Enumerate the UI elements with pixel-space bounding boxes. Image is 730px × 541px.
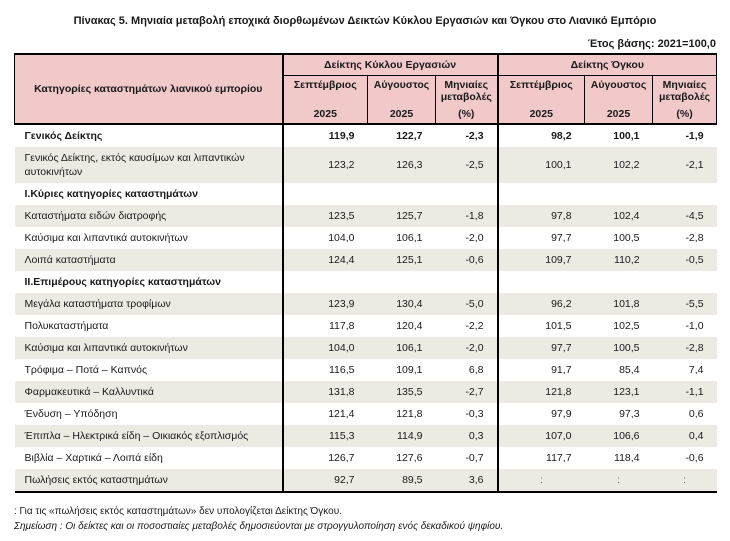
row-value: 3,6: [436, 469, 498, 492]
row-value: 106,1: [396, 231, 423, 244]
row-label: Ι.Κύριες κατηγορίες καταστημάτων: [24, 187, 198, 200]
row-value: 100,1: [613, 129, 640, 142]
row-value: -2,0: [465, 231, 484, 244]
row-value: -2,7: [436, 381, 498, 403]
table-row: [15, 271, 717, 293]
table-row: [15, 293, 717, 315]
row-value: 125,1: [368, 249, 436, 271]
row-value: 106,6: [585, 425, 653, 447]
row-value: -2,2: [465, 319, 484, 332]
row-value: 110,2: [585, 249, 653, 271]
row-value: [368, 183, 436, 205]
row-value: 122,7: [396, 129, 423, 142]
row-label: Ένδυση – Υπόδηση: [24, 407, 118, 420]
row-value: 118,4: [614, 451, 640, 464]
row-label: Πολυκαταστήματα: [24, 319, 109, 332]
row-label: Καταστήματα ειδών διατροφής: [15, 205, 283, 227]
row-value: 109,7: [498, 249, 585, 271]
table-row: [15, 469, 717, 492]
row-value: 7,4: [688, 363, 704, 376]
row-value: -5,5: [653, 293, 717, 315]
row-value: 106,1: [368, 337, 436, 359]
page-title: Πίνακας 5. Μηνιαία μεταβολή εποχικά διορθωμένων Δεικτών Κύκλου Εργασιών και Όγκου στο Λιανικό Εμπόριο: [73, 15, 657, 27]
table-header: [15, 54, 717, 124]
table-row: [15, 249, 717, 271]
row-value: 109,1: [396, 363, 423, 376]
table-row: [15, 359, 717, 381]
row-value: [368, 271, 436, 293]
table-row: [15, 425, 717, 447]
row-value: 127,6: [396, 451, 423, 464]
table-row: [15, 403, 717, 425]
table-body: [15, 124, 717, 492]
row-label: Βιβλία – Χαρτικά – Λοιπά είδη: [24, 451, 163, 464]
row-value: 116,5: [283, 359, 368, 381]
row-value: 107,0: [498, 425, 585, 447]
row-value: 100,5: [585, 337, 653, 359]
row-value: 135,5: [368, 381, 436, 403]
row-value: :: [498, 469, 585, 492]
row-value: 98,2: [498, 124, 585, 147]
table-row: [15, 337, 717, 359]
row-value: -1,1: [653, 381, 717, 403]
row-value: -1,8: [436, 205, 498, 227]
indices-table: [14, 53, 717, 493]
row-value: [283, 271, 368, 293]
row-value: 131,8: [283, 381, 368, 403]
row-label: Μεγάλα καταστήματα τροφίμων: [15, 293, 283, 315]
row-value: -1,0: [685, 319, 704, 332]
row-value: 102,5: [613, 319, 640, 332]
row-value: [498, 271, 585, 293]
row-value: 100,5: [613, 231, 640, 244]
volume-august-header: Αύγουστος 2025: [585, 75, 653, 124]
row-label: Τρόφιμα – Ποτά – Καπνός: [24, 363, 148, 376]
categories-column-header: Κατηγορίες καταστημάτων λιανικού εμπορίου: [15, 54, 283, 124]
row-value: 0,6: [688, 407, 704, 420]
row-value: 121,4: [283, 403, 368, 425]
row-value: -0,7: [465, 451, 484, 464]
row-value: 104,0: [283, 227, 368, 249]
row-value: [585, 183, 653, 205]
row-value: 124,4: [283, 249, 368, 271]
row-value: 126,7: [283, 447, 368, 469]
row-value: 117,8: [283, 315, 368, 337]
row-value: -0,6: [685, 451, 704, 464]
row-value: -0,3: [465, 407, 484, 420]
row-value: [436, 271, 498, 293]
row-value: 101,5: [498, 315, 585, 337]
row-value: 126,3: [368, 147, 436, 183]
row-value: [653, 271, 717, 293]
row-value: [653, 183, 717, 205]
table-row: [15, 447, 717, 469]
row-value: [436, 183, 498, 205]
row-value: 97,7: [498, 337, 585, 359]
volume-monthly-change-header: Μηνιαίες μεταβολές (%): [653, 75, 717, 124]
row-label: Καύσιμα και λιπαντικά αυτοκινήτων: [15, 337, 283, 359]
footnote-rounding-note: Σημείωση : Οι δείκτες και οι ποσοστιαίες μεταβολές δημοσιεύονται με στρογγυλοποίηση ενός δεκαδικού ψηφίου.: [14, 520, 504, 532]
row-label: Φαρμακευτικά – Καλλυντικά: [15, 381, 283, 403]
row-value: 115,3: [283, 425, 368, 447]
row-value: 120,4: [396, 319, 423, 332]
row-value: 101,8: [585, 293, 653, 315]
turnover-september-header: Σεπτέμβριος 2025: [283, 75, 368, 124]
table-row: [15, 183, 717, 205]
row-value: 102,4: [585, 205, 653, 227]
table-row: [15, 227, 717, 249]
row-value: -0,6: [436, 249, 498, 271]
row-value: 97,8: [498, 205, 585, 227]
row-value: 121,8: [396, 407, 423, 420]
row-value: [585, 271, 653, 293]
row-value: 96,2: [498, 293, 585, 315]
row-value: -2,1: [653, 147, 717, 183]
row-value: [283, 183, 368, 205]
row-label: Καύσιμα και λιπαντικά αυτοκινήτων: [24, 231, 188, 244]
row-value: 117,7: [498, 447, 585, 469]
row-value: -0,5: [653, 249, 717, 271]
row-value: 85,4: [619, 363, 640, 376]
turnover-monthly-change-header: Μηνιαίες μεταβολές (%): [436, 75, 498, 124]
volume-index-group-header: Δείκτης Όγκου: [498, 54, 717, 75]
row-label: Λοιπά καταστήματα: [15, 249, 283, 271]
row-value: -1,9: [685, 129, 704, 142]
row-value: 125,7: [368, 205, 436, 227]
row-label: Γενικός Δείκτης, εκτός καυσίμων και λιπαντικών αυτοκινήτων: [15, 147, 283, 183]
row-value: 102,2: [585, 147, 653, 183]
row-value: 0,3: [436, 425, 498, 447]
row-value: :: [653, 469, 717, 492]
row-value: :: [585, 469, 653, 492]
row-value: 121,8: [498, 381, 585, 403]
footnote-volume-not-calculated: : Για τις «πωλήσεις εκτός καταστημάτων» δεν υπολογίζεται Δείκτης Όγκου.: [14, 505, 342, 517]
row-value: -2,8: [685, 231, 704, 244]
row-value: 0,4: [653, 425, 717, 447]
row-label: ΙΙ.Επιμέρους κατηγορίες καταστημάτων: [24, 275, 221, 288]
row-value: -2,3: [465, 129, 484, 142]
row-label: Γενικός Δείκτης: [24, 129, 103, 142]
footnotes: [14, 504, 716, 534]
row-label: Έπιπλα – Ηλεκτρικά είδη – Οικιακός εξοπλισμός: [15, 425, 283, 447]
row-value: -4,5: [653, 205, 717, 227]
row-value: 114,9: [368, 425, 436, 447]
row-value: 123,1: [585, 381, 653, 403]
row-value: 97,3: [619, 407, 640, 420]
row-value: 97,9: [498, 403, 585, 425]
table-row: [15, 147, 717, 183]
row-value: 91,7: [498, 359, 585, 381]
table-row: [15, 381, 717, 403]
row-value: -2,0: [436, 337, 498, 359]
row-value: 100,1: [498, 147, 585, 183]
row-value: -2,8: [653, 337, 717, 359]
row-value: 123,9: [283, 293, 368, 315]
row-label: Πωλήσεις εκτός καταστημάτων: [15, 469, 283, 492]
row-value: 92,7: [283, 469, 368, 492]
table-row: [15, 205, 717, 227]
row-value: 123,5: [283, 205, 368, 227]
row-value: -5,0: [436, 293, 498, 315]
volume-september-header: Σεπτέμβριος 2025: [498, 75, 585, 124]
row-value: [498, 183, 585, 205]
row-value: 97,7: [498, 227, 585, 249]
row-value: 119,9: [283, 124, 368, 147]
table-row: [15, 315, 717, 337]
row-value: 104,0: [283, 337, 368, 359]
row-value: 130,4: [368, 293, 436, 315]
turnover-august-header: Αύγουστος 2025: [368, 75, 436, 124]
row-value: 123,2: [283, 147, 368, 183]
table-row: [15, 124, 717, 147]
row-value: 89,5: [368, 469, 436, 492]
row-value: -2,5: [436, 147, 498, 183]
base-year-note: Έτος βάσης: 2021=100,0: [587, 38, 716, 50]
turnover-index-group-header: Δείκτης Κύκλου Εργασιών: [283, 54, 498, 75]
row-value: 6,8: [468, 363, 484, 376]
